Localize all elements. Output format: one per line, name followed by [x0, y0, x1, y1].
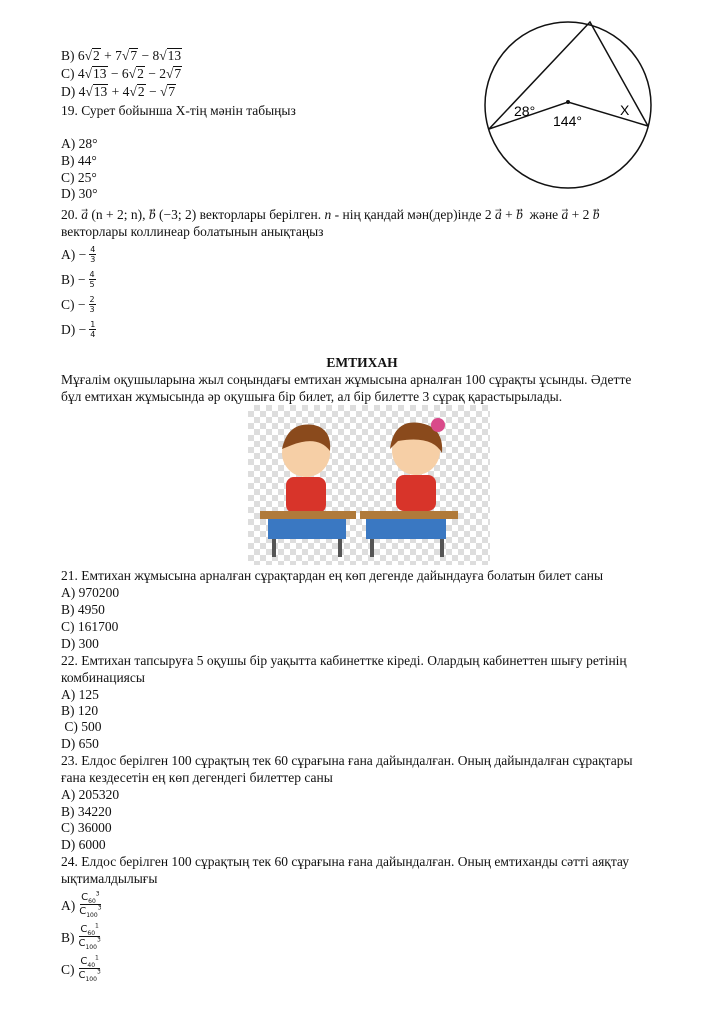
q23-question-line2: ғана кездесетін ең көп дегендегі билеттер саны: [61, 770, 333, 785]
numerator: 4: [90, 244, 96, 254]
q22-option-a: A) 125: [61, 687, 99, 702]
vector-b: b: [592, 207, 600, 222]
coefficient: 6: [77, 48, 85, 63]
superscript: 1: [95, 954, 99, 962]
numerator: 1: [90, 319, 96, 329]
q19-option-c: C) 25°: [61, 170, 97, 185]
denominator: [78, 969, 102, 982]
superscript: 3: [97, 904, 102, 912]
coefficient: + 4: [108, 84, 130, 99]
option-label: B): [61, 929, 75, 945]
angle-28-label: 28°: [514, 103, 536, 119]
option-label: C): [61, 961, 75, 977]
numerator: [79, 956, 99, 969]
option-label: B): [61, 48, 75, 63]
radicand: 13: [93, 84, 108, 99]
q23-question: 23. Елдос берілген 100 сұрақтың тек 60 сұрағына ғана дайындалған. Оның дайындалған сұрақтары: [61, 753, 633, 768]
coefficient: 4: [77, 66, 85, 81]
c-symbol: C: [78, 970, 86, 981]
var-n: n: [324, 207, 332, 222]
q22-question-line2: комбинациясы: [61, 670, 145, 685]
q20-question-line2: векторлары коллинеар болатынын анықтаңыз: [61, 224, 324, 239]
q20-text: - нің қандай мән(дер)інде 2: [334, 207, 492, 222]
subscript: 60: [87, 930, 96, 937]
q23-option-b: B) 34220: [61, 804, 112, 819]
radicand: 13: [93, 66, 107, 81]
section-paragraph-line1: Мұғалім оқушыларына жыл соңындағы емтихан жұмысына арналған 100 сұрақты ұсынды. Әдетте: [61, 372, 632, 387]
q20-number: 20.: [61, 207, 78, 222]
q24-question: 24. Елдос берілген 100 сұрақтың тек 60 сұрағына ғана дайындалған. Оның емтиханды сәтті аяқтау: [61, 854, 629, 869]
c-symbol: C: [81, 892, 89, 903]
superscript: 3: [96, 968, 101, 976]
superscript: 3: [96, 936, 101, 944]
coefficient: 4: [78, 84, 86, 99]
option-label: B) −: [61, 271, 86, 287]
numerator: 4: [89, 269, 95, 279]
q22-question: 22. Емтихан тапсыруға 5 оқушы бір уақытта кабинеттке кіреді. Олардың кабинеттен шығу ретінің: [61, 653, 627, 668]
q21-option-b: B) 4950: [61, 602, 105, 617]
q22-option-c: C) 500: [61, 719, 102, 734]
c-symbol: C: [79, 906, 87, 917]
numerator: [80, 892, 100, 905]
q20-option-a: [61, 243, 96, 265]
q20-option-b: [61, 268, 96, 290]
q20-text: және: [529, 207, 559, 222]
subscript: 40: [87, 962, 96, 969]
denominator: [78, 905, 102, 918]
numerator: [79, 924, 99, 937]
q22-option-b: B) 120: [61, 703, 99, 718]
q21-option-a: A) 970200: [61, 585, 120, 600]
q23-option-a: A) 205320: [61, 787, 120, 802]
q24-question-line2: ықтималдылығы: [61, 871, 158, 886]
q20-text: (−3; 2) векторлары берілген.: [158, 207, 322, 222]
option-label: D) −: [61, 321, 87, 337]
q18-option-c: C) 4√13 − 6√2 − 2√7: [61, 66, 182, 81]
q19-option-a: A) 28°: [61, 136, 98, 151]
coefficient: − 6: [107, 66, 129, 81]
vector-a: a: [561, 207, 569, 222]
q24-option-b: [61, 922, 102, 952]
denominator: 4: [90, 329, 96, 339]
q20-text: (n + 2; n),: [91, 207, 146, 222]
subscript: 60: [88, 898, 96, 905]
coefficient: − 2: [144, 66, 166, 81]
denominator: 3: [90, 254, 96, 264]
subscript: 100: [85, 976, 97, 983]
radicand: 7: [174, 66, 182, 81]
radicand: 2: [93, 48, 100, 63]
subscript: 100: [85, 944, 97, 951]
q19-question: 19. Сурет бойынша Х-тің мәнін табыңыз: [61, 103, 296, 118]
option-label: C): [61, 66, 75, 81]
q22-option-d: D) 650: [61, 736, 99, 751]
students-illustration: [248, 405, 490, 565]
c-symbol: C: [78, 938, 86, 949]
radicand: 2: [137, 84, 145, 99]
radicand: 13: [167, 48, 182, 63]
q20-text: + 2: [571, 207, 590, 222]
q23-option-c: C) 36000: [61, 820, 112, 835]
section-paragraph-line2: бұл емтихан жұмысында әр оқушыға бір билет, ал бір билетте 3 сұрақ қарастырылады.: [61, 389, 563, 404]
coefficient: − 8: [138, 48, 160, 63]
subscript: 100: [86, 912, 98, 919]
coefficient: −: [145, 84, 160, 99]
students-at-desks-image: [248, 405, 490, 565]
vector-b: b: [148, 207, 156, 222]
q23-option-d: D) 6000: [61, 837, 106, 852]
section-title: ЕМТИХАН: [326, 355, 398, 370]
q18-option-d: D) 4√13 + 4√2 − √7: [61, 84, 176, 99]
option-label: C) −: [61, 296, 86, 312]
arc-144-label: 144°: [553, 113, 582, 129]
q24-option-c: [61, 954, 102, 984]
denominator: 5: [89, 279, 95, 289]
q18-option-b: B) 6√2 + 7√7 − 8√13: [61, 48, 182, 63]
option-label: D): [61, 84, 76, 99]
q19-option-b: B) 44°: [61, 153, 97, 168]
radicand: 2: [137, 66, 144, 81]
c-symbol: C: [80, 924, 88, 935]
radicand: 7: [130, 48, 138, 63]
vector-a: a: [81, 207, 88, 222]
q20-option-c: [61, 293, 96, 315]
option-label: A): [61, 897, 76, 913]
circle-diagram: [480, 14, 660, 194]
q21-question: 21. Емтихан жұмысына арналған сұрақтардан ең көп дегенде дайындауға болатын билет саны: [61, 568, 604, 583]
center-point: [566, 100, 570, 104]
q21-option-c: C) 161700: [61, 619, 119, 634]
radicand: 7: [168, 84, 176, 99]
q24-option-a: [61, 890, 103, 920]
q21-option-d: D) 300: [61, 636, 99, 651]
vector-b: b: [516, 207, 523, 222]
coefficient: + 7: [100, 48, 122, 63]
c-symbol: C: [80, 956, 88, 967]
q20-option-d: [61, 318, 96, 340]
denominator: [78, 937, 102, 950]
x-label: X: [620, 102, 630, 118]
q19-option-d: D) 30°: [61, 186, 98, 201]
denominator: 3: [89, 304, 95, 314]
superscript: 3: [95, 890, 100, 898]
superscript: 1: [95, 922, 99, 930]
option-label: A) −: [61, 246, 87, 262]
vector-a: a: [495, 207, 502, 222]
numerator: 2: [89, 294, 95, 304]
q20-question: 20. a⃗ (n + 2; n), b⃗ (−3; 2) векторлары берілген. n - нің қандай мән(дер)інде 2 a⃗ + b⃗ және a⃗ + 2 b: [61, 207, 600, 222]
